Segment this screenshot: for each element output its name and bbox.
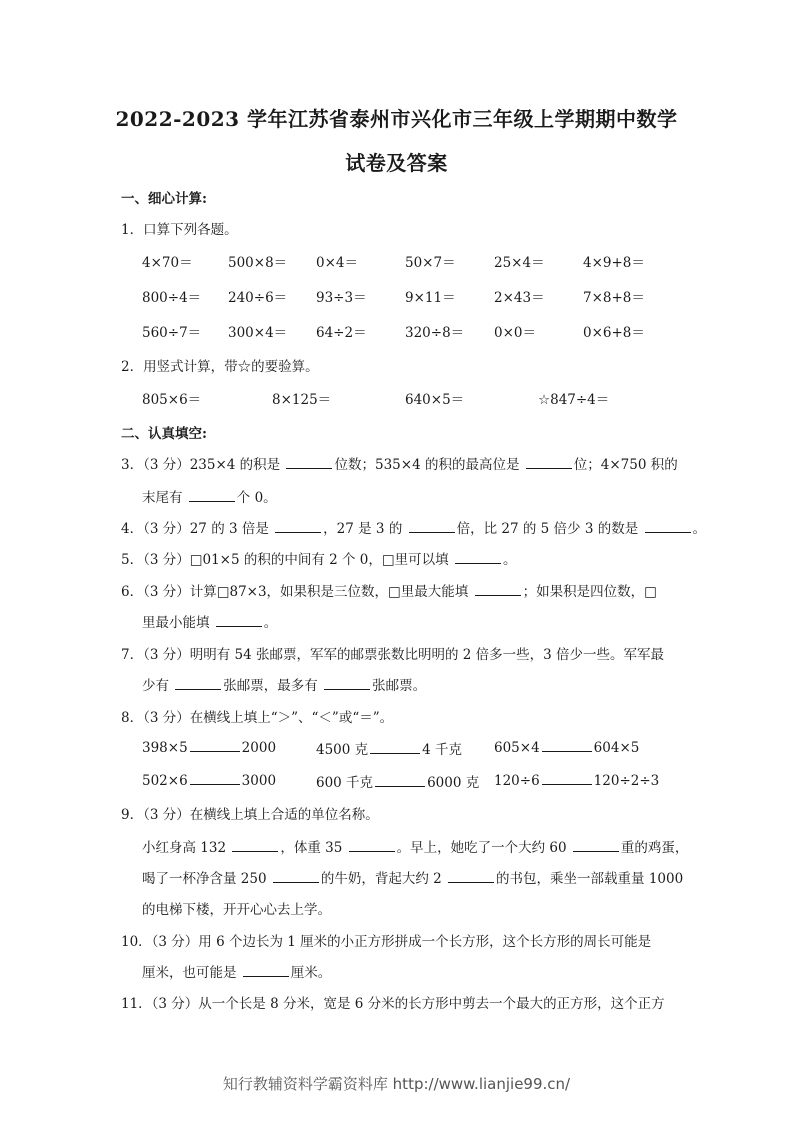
question-6	[121, 580, 657, 600]
compare-right: 120÷2÷3	[593, 773, 660, 789]
q7-text: 张邮票，最多有	[223, 678, 318, 694]
document-title-line1: 2022-2023 学年江苏省泰州市兴化市三年级上学期期中数学	[115, 107, 678, 131]
answer-blank[interactable]	[243, 963, 289, 977]
q4-text: ，27 是 3 的	[323, 521, 403, 537]
compare-left: 600 千克	[316, 775, 374, 791]
question-3-cont	[142, 486, 277, 506]
oral-item: 240÷6＝	[228, 290, 288, 306]
answer-blank[interactable]	[526, 455, 572, 469]
q2-label: 2．用竖式计算，带☆的要验算。	[121, 359, 319, 375]
oral-item: 500×8＝	[228, 255, 288, 271]
answer-blank[interactable]	[645, 519, 691, 533]
answer-blank[interactable]	[275, 519, 321, 533]
question-9-line3: 的电梯下楼，开开心心去上学。	[142, 902, 331, 918]
question-9: 9．（3 分）在横线上填上合适的单位名称。	[121, 807, 379, 823]
vertical-item: 805×6＝	[142, 392, 202, 408]
answer-blank[interactable]	[189, 488, 235, 502]
q6-text: 里最小能填	[142, 615, 210, 631]
compare-item	[142, 738, 276, 756]
question-9-line1	[142, 836, 688, 856]
question-7-cont	[142, 674, 426, 694]
q9-text: 喝了一杯净含量 250	[142, 871, 267, 887]
question-6-cont	[142, 611, 277, 631]
q6-text: 6．（3 分）计算□87×3，如果积是三位数，□里最大能填	[121, 584, 469, 600]
answer-blank[interactable]	[448, 869, 494, 883]
compare-left: 605×4	[494, 740, 540, 756]
q7-text: 张邮票。	[372, 678, 427, 694]
q9-text: 的书包，乘坐一部载重量 1000	[496, 871, 684, 887]
oral-item: 50×7＝	[405, 255, 456, 271]
question-10-cont	[142, 961, 331, 981]
compare-right: 604×5	[593, 740, 640, 756]
q7-text: 少有	[142, 678, 169, 694]
compare-left: 120÷6	[494, 773, 540, 789]
question-11: 11．（3 分）从一个长是 8 分米，宽是 6 分米的长方形中剪去一个最大的正方形，这个正方	[121, 996, 665, 1012]
answer-blank[interactable]	[286, 455, 332, 469]
compare-item	[142, 771, 276, 789]
question-7: 7．（3 分）明明有 54 张邮票，军军的邮票张数比明明的 2 倍多一些，3 倍少一些。军军最	[121, 647, 665, 663]
answer-blank[interactable]	[324, 676, 370, 690]
vertical-item: 8×125＝	[272, 392, 332, 408]
answer-blank[interactable]	[370, 740, 420, 754]
oral-item: 2×43＝	[494, 290, 545, 306]
answer-blank[interactable]	[542, 738, 592, 752]
oral-item: 800÷4＝	[142, 290, 202, 306]
q5-text: 。	[502, 552, 517, 568]
q3-text: 位；4×750 积的	[573, 457, 678, 473]
q10-text: 厘米，也可能是	[142, 965, 237, 981]
oral-item: 0×4＝	[316, 255, 358, 271]
q3-text: 位数；535×4 的积的最高位是	[334, 457, 520, 473]
oral-item: 0×6+8＝	[583, 325, 645, 341]
q5-text: 5．（3 分）□01×5 的积的中间有 2 个 0，□里可以填	[121, 552, 449, 568]
q4-text: 4．（3 分）27 的 3 倍是	[121, 521, 269, 537]
answer-blank[interactable]	[455, 550, 501, 564]
answer-blank[interactable]	[216, 613, 262, 627]
answer-blank[interactable]	[175, 676, 221, 690]
q1-label: 1．口算下列各题。	[121, 222, 238, 238]
question-4	[121, 517, 706, 537]
q3-text: 末尾有	[142, 490, 183, 506]
question-9-line2	[142, 867, 683, 887]
oral-item: 300×4＝	[228, 325, 288, 341]
compare-item	[494, 771, 659, 789]
compare-left: 502×6	[142, 773, 188, 789]
section1-heading: 一、细心计算:	[121, 191, 207, 207]
answer-blank[interactable]	[190, 738, 240, 752]
oral-item: 9×11＝	[405, 290, 456, 306]
compare-item	[316, 771, 479, 791]
document-title-line2: 试卷及答案	[345, 151, 448, 175]
oral-item: 320÷8＝	[405, 325, 465, 341]
oral-item: 560÷7＝	[142, 325, 202, 341]
compare-left: 4500 克	[316, 742, 369, 758]
compare-item	[316, 738, 462, 758]
q3-text: 3．（3 分）235×4 的积是	[121, 457, 281, 473]
compare-right: 3000	[241, 773, 277, 789]
footer-watermark: 知行教辅资料学霸资料库 http://www.lianjie99.cn/	[222, 1075, 571, 1093]
answer-blank[interactable]	[349, 838, 395, 852]
answer-blank[interactable]	[542, 771, 592, 785]
compare-right: 6000 克	[427, 775, 480, 791]
question-8: 8．（3 分）在横线上填上“＞”、“＜”或“＝”。	[121, 710, 394, 726]
q3-text: 个 0。	[236, 490, 277, 506]
q6-text: ；如果积是四位数，□	[522, 584, 657, 600]
oral-item: 64÷2＝	[316, 325, 367, 341]
q9-text: 重的鸡蛋，	[620, 840, 689, 856]
section2-heading: 二、认真填空:	[121, 426, 207, 442]
q10-text: 厘米。	[290, 965, 332, 981]
q9-text: 小红身高 132	[142, 840, 227, 856]
oral-item: 4×70＝	[142, 255, 193, 271]
question-3	[121, 453, 678, 473]
vertical-item: ☆847÷4＝	[538, 392, 610, 408]
q9-text: 的牛奶，背起大约 2	[320, 871, 442, 887]
compare-left: 398×5	[142, 740, 188, 756]
compare-right: 4 千克	[422, 742, 463, 758]
question-5	[121, 548, 516, 568]
vertical-item: 640×5＝	[405, 392, 465, 408]
oral-item: 4×9+8＝	[583, 255, 645, 271]
compare-item	[494, 738, 639, 756]
answer-blank[interactable]	[409, 519, 455, 533]
q6-text: 。	[263, 615, 278, 631]
answer-blank[interactable]	[573, 838, 619, 852]
answer-blank[interactable]	[375, 773, 425, 787]
oral-item: 0×0＝	[494, 325, 536, 341]
answer-blank[interactable]	[232, 838, 278, 852]
answer-blank[interactable]	[475, 582, 521, 596]
oral-item: 93÷3＝	[316, 290, 367, 306]
oral-item: 7×8+8＝	[583, 290, 645, 306]
q4-text: 倍，比 27 的 5 倍少 3 的数是	[456, 521, 639, 537]
answer-blank[interactable]	[273, 869, 319, 883]
oral-item: 25×4＝	[494, 255, 545, 271]
answer-blank[interactable]	[190, 771, 240, 785]
q4-text: 。	[692, 521, 707, 537]
compare-right: 2000	[241, 740, 277, 756]
question-10: 10．（3 分）用 6 个边长为 1 厘米的小正方形拼成一个长方形，这个长方形的周长可能是	[121, 934, 652, 950]
q9-text: ，体重 35	[280, 840, 343, 856]
q9-text: 。早上，她吃了一个大约 60	[396, 840, 567, 856]
